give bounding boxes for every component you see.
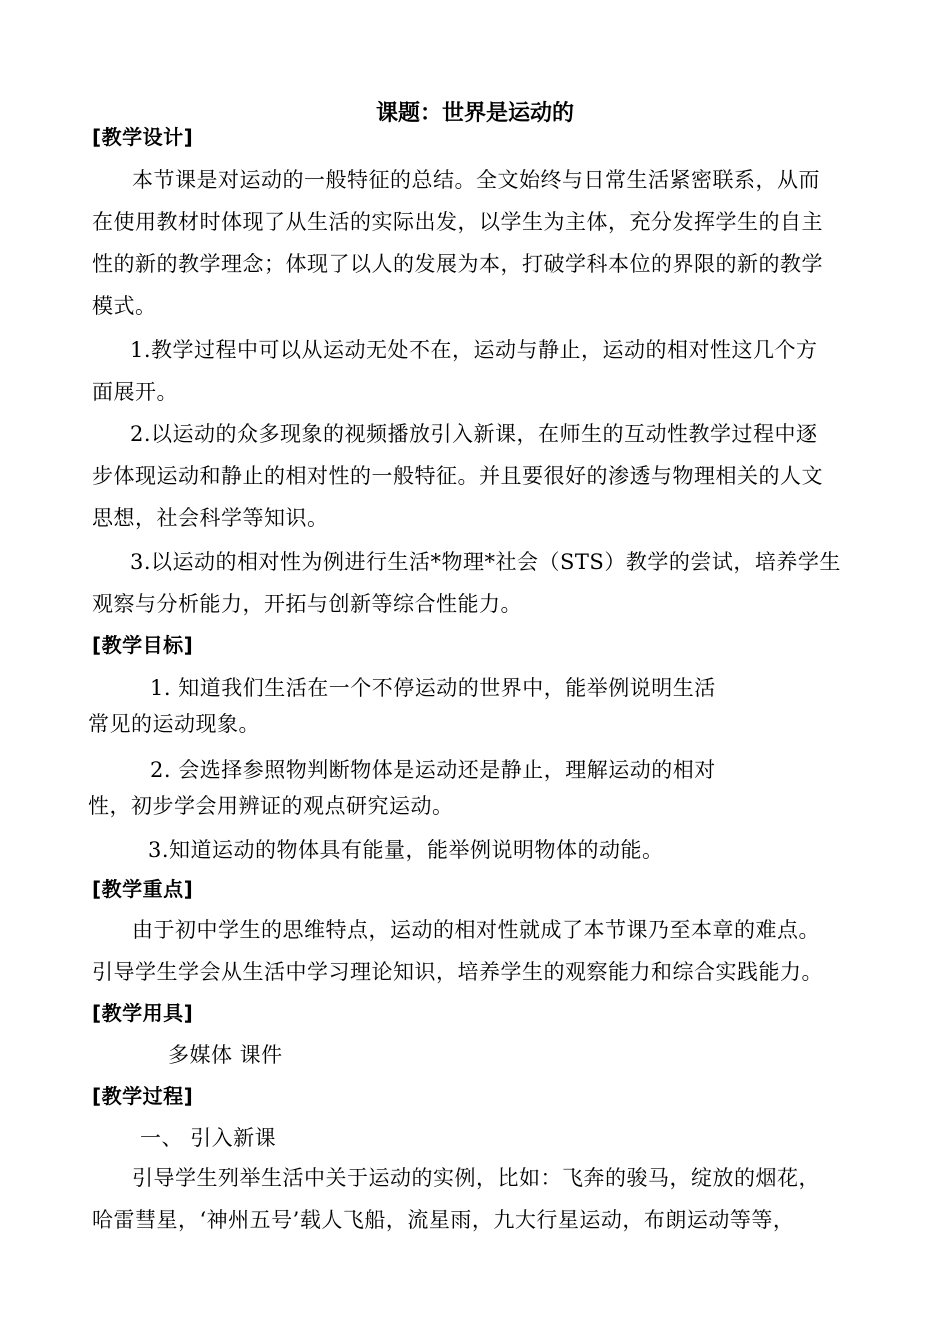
paragraph-line: 本节课是对运动的一般特征的总结。全文始终与日常生活紧密联系，从而 — [132, 168, 820, 192]
paragraph-line: 引导学生学会从生活中学习理论知识，培养学生的观察能力和综合实践能力。 — [92, 960, 823, 984]
paragraph-line: 在使用教材时体现了从生活的实际出发，以学生为主体，充分发挥学生的自主 — [92, 210, 823, 234]
paragraph-line: 由于初中学生的思维特点，运动的相对性就成了本节课乃至本章的难点。 — [132, 918, 820, 942]
paragraph-line: 模式。 — [92, 294, 157, 318]
subsection-heading: 一、 引入新课 — [140, 1126, 277, 1150]
paragraph-line: 引导学生列举生活中关于运动的实例，比如：飞奔的骏马，绽放的烟花， — [132, 1166, 820, 1190]
list-item-line: 思想，社会科学等知识。 — [92, 506, 329, 530]
list-item-line: 性，初步学会用辨证的观点研究运动。 — [88, 794, 454, 818]
list-item-line: 观察与分析能力，开拓与创新等综合性能力。 — [92, 592, 522, 616]
list-item-line: 2. 会选择参照物判断物体是运动还是静止，理解运动的相对 — [150, 758, 716, 782]
list-item-line: 3.以运动的相对性为例进行生活*物理*社会（STS）教学的尝试，培养学生 — [130, 550, 841, 574]
list-item-line: 1.教学过程中可以从运动无处不在，运动与静止，运动的相对性这几个方 — [130, 338, 818, 362]
section-heading-tools: [教学用具] — [92, 1001, 194, 1025]
paragraph-line: 多媒体 课件 — [168, 1043, 283, 1067]
section-heading-design: [教学设计] — [92, 125, 194, 149]
section-heading-key: [教学重点] — [92, 877, 194, 901]
list-item-line: 面展开。 — [92, 380, 178, 404]
document-title: 课题：世界是运动的 — [375, 101, 574, 126]
paragraph-line: 性的新的教学理念；体现了以人的发展为本，打破学科本位的界限的新的教学 — [92, 252, 823, 276]
list-item-line: 2.以运动的众多现象的视频播放引入新课，在师生的互动性教学过程中逐 — [130, 422, 818, 446]
list-item-line: 3.知道运动的物体具有能量，能举例说明物体的动能。 — [148, 838, 664, 862]
section-heading-goals: [教学目标] — [92, 633, 194, 657]
paragraph-line: 哈雷彗星，‘神州五号’载人飞船，流星雨，九大行星运动，布朗运动等等， — [92, 1208, 795, 1232]
section-heading-process: [教学过程] — [92, 1084, 194, 1108]
list-item-line: 步体现运动和静止的相对性的一般特征。并且要很好的渗透与物理相关的人文 — [92, 464, 823, 488]
list-item-line: 常见的运动现象。 — [88, 712, 260, 736]
list-item-line: 1. 知道我们生活在一个不停运动的世界中，能举例说明生活 — [150, 676, 716, 700]
